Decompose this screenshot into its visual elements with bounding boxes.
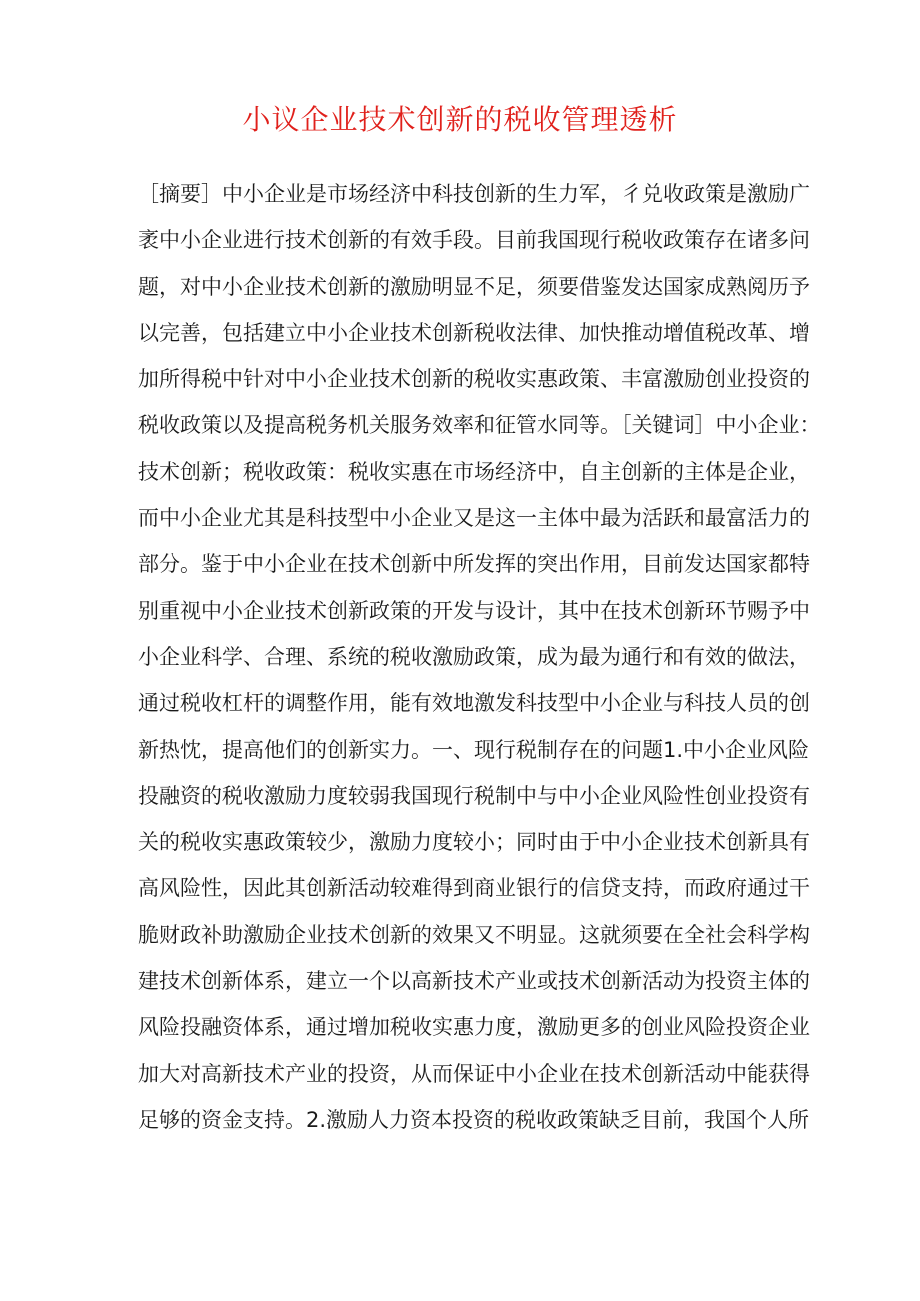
body-line: 别重视中小企业技术创新政策的开发与设计，其中在技术创新环节赐予中 <box>138 598 810 623</box>
body-line: 关的税收实惠政策较少，激励力度较小；同时由于中小企业技术创新具有 <box>138 830 810 855</box>
body-line: 高风险性，因此其创新活动较难得到商业银行的信贷支持，而政府通过干 <box>138 876 810 901</box>
body-line: 小企业科学、合理、系统的税收激励政策，成为最为通行和有效的做法， <box>138 644 810 669</box>
document-title: 小议企业技术创新的税收管理透析 <box>242 103 678 136</box>
body-line: 通过税收杠杆的调整作用，能有效地激发科技型中小企业与科技人员的创 <box>138 691 810 716</box>
body-line: 税收政策以及提高税务机关服务效率和征管水同等。［关键词］中小企业： <box>138 413 821 438</box>
body-line: 技术创新；税收政策：税收实惠在市场经济中，自主创新的主体是企业， <box>138 459 810 484</box>
body-line: 建技术创新体系，建立一个以高新技术产业或技术创新活动为投资主体的 <box>138 969 810 994</box>
body-line: 题，对中小企业技术创新的激励明显不足，须要借鉴发达国家成熟阅历予 <box>138 274 810 299</box>
document-body <box>138 171 821 1143</box>
body-line: 加所得税中针对中小企业技术创新的税收实惠政策、丰富激励创业投资的 <box>138 367 810 392</box>
body-line: ［摘要］中小企业是市场经济中科技创新的生力军，彳兑收政策是激励广 <box>138 182 810 206</box>
body-line: 部分。鉴于中小企业在技术创新中所发挥的突出作用，目前发达国家都特 <box>138 552 810 577</box>
body-line: 而中小企业尤其是科技型中小企业又是这一主体中最为活跃和最富活力的 <box>138 506 810 531</box>
body-line: 脆财政补助激励企业技术创新的效果又不明显。这就须要在全社会科学构 <box>138 922 810 947</box>
body-line: 足够的资金支持。2.激励人力资本投资的税收政策缺乏目前，我国个人所 <box>138 1107 810 1132</box>
body-line: 风险投融资体系，通过增加税收实惠力度，激励更多的创业风险投资企业 <box>138 1015 810 1040</box>
body-line: 投融资的税收激励力度较弱我国现行税制中与中小企业风险性创业投资有 <box>138 783 810 808</box>
body-line: 加大对高新技术产业的投资，从而保证中小企业在技术创新活动中能获得 <box>138 1061 810 1086</box>
body-line: 新热忱，提高他们的创新实力。一、现行税制存在的问题1.中小企业风险 <box>138 737 810 762</box>
body-line: 袤中小企业进行技术创新的有效手段。目前我国现行税收政策存在诸多问 <box>138 228 810 253</box>
body-line: 以完善，包括建立中小企业技术创新税收法律、加快推动增值税改革、增 <box>138 320 810 345</box>
